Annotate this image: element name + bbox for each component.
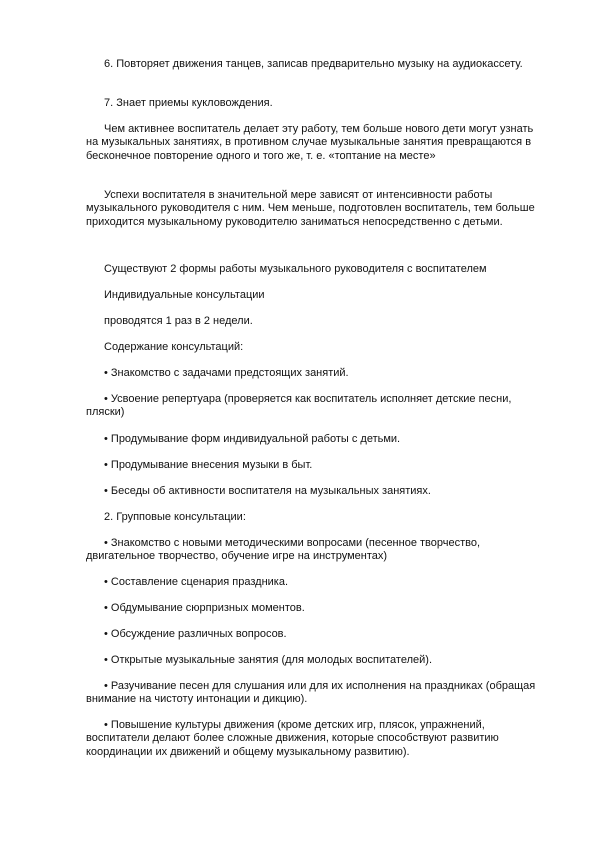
list-item: • Беседы об активности воспитателя на музыкальных занятиях. <box>104 485 431 497</box>
list-item: • Разучивание песен для слушания или для их исполнения на праздниках (обращая внимание на чистоту интонации и дикцию). <box>86 680 536 706</box>
paragraph-frequency: проводятся 1 раз в 2 недели. <box>104 315 253 327</box>
paragraph-activity: Чем активнее воспитатель делает эту работу, тем больше нового дети могут узнать на музыкальных занятиях, в противном случае музыкальные занятия превращаются в бесконечное повторение одного и того же, т. е. «топтание на месте» <box>86 123 534 162</box>
heading-consultation-content: Содержание консультаций: <box>104 341 244 353</box>
list-item: • Составление сценария праздника. <box>104 576 289 588</box>
list-item: • Продумывание внесения музыки в быт. <box>104 459 313 471</box>
heading-individual-consultations: Индивидуальные консультации <box>104 289 265 301</box>
paragraph-item-7: 7. Знает приемы кукловождения. <box>104 97 273 109</box>
list-item: • Знакомство с новыми методическими вопросами (песенное творчество, двигательное творчество, обучение игре на инструментах) <box>86 537 481 563</box>
paragraph-success: Успехи воспитателя в значительной мере зависят от интенсивности работы музыкального руководителя с ним. Чем меньше, подготовлен воспитатель, тем больше приходится музыкальному руководителю заниматься непосредственно с детьми. <box>86 189 535 228</box>
paragraph-work-forms: Существуют 2 формы работы музыкального руководителя с воспитателем <box>104 263 487 275</box>
list-item: • Обдумывание сюрпризных моментов. <box>104 602 305 614</box>
list-item: • Повышение культуры движения (кроме детских игр, плясок, упражнений, воспитатели делают более сложные движения, которые способствуют развитию координации их движений и общему музыкальному развитию). <box>86 719 499 758</box>
list-item: • Открытые музыкальные занятия (для молодых воспитателей). <box>104 654 433 666</box>
list-item: • Обсуждение различных вопросов. <box>104 628 287 640</box>
list-item: • Знакомство с задачами предстоящих занятий. <box>104 367 349 379</box>
list-item: • Продумывание форм индивидуальной работы с детьми. <box>104 433 401 445</box>
list-item: • Усвоение репертуара (проверяется как воспитатель исполняет детские песни, пляски) <box>86 393 512 419</box>
heading-group-consultations: 2. Групповые консультации: <box>104 511 246 523</box>
paragraph-item-6: 6. Повторяет движения танцев, записав предварительно музыку на аудиокассету. <box>104 58 523 70</box>
